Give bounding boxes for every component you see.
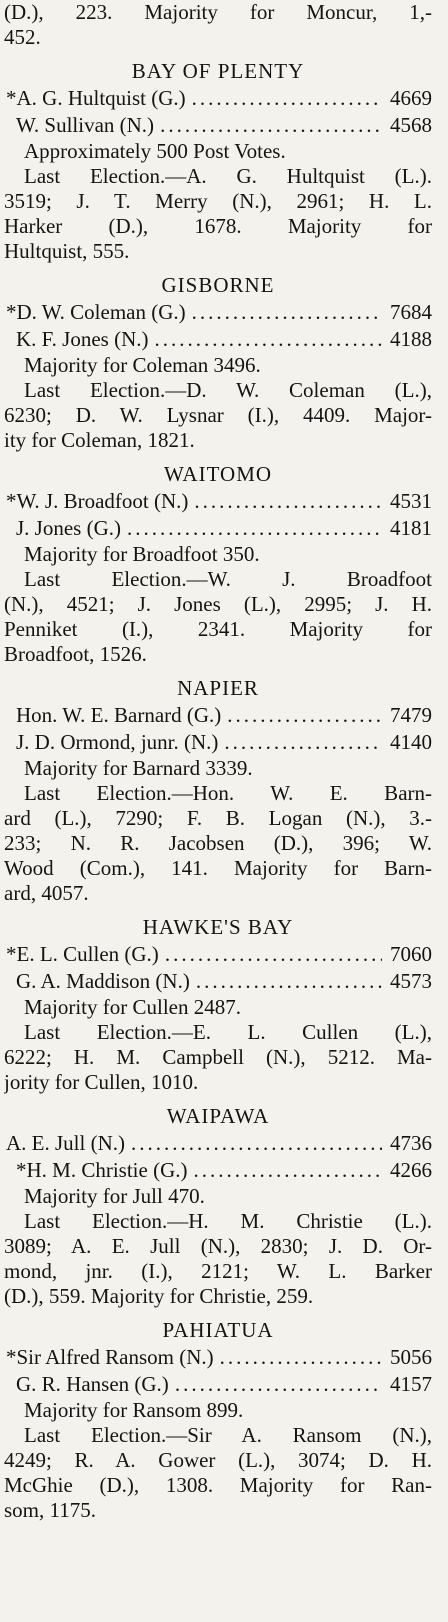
majority-note: Majority for Barnard 3339. <box>24 756 253 780</box>
vote-count: 4181 <box>390 516 432 540</box>
candidate-row <box>4 112 432 139</box>
dot-leader <box>227 702 382 729</box>
candidate-row <box>4 488 432 515</box>
candidate-name: G. R. Hansen (G.) <box>16 1372 169 1396</box>
candidate-name: *A. G. Hultquist (G.) <box>6 86 186 110</box>
last-election-paragraph <box>4 1423 432 1523</box>
electorate-heading: WAITOMO <box>163 462 273 486</box>
candidate-name: G. A. Maddison (N.) <box>16 969 190 993</box>
vote-count: 4573 <box>390 969 432 993</box>
candidate-name: J. Jones (G.) <box>16 516 121 540</box>
text-line: 452. <box>4 25 41 49</box>
electorate-heading: BAY OF PLENTY <box>131 59 305 83</box>
vote-count: 5056 <box>390 1345 432 1369</box>
majority-note: Majority for Jull 470. <box>24 1184 205 1208</box>
candidate-name: *E. L. Cullen (G.) <box>6 942 159 966</box>
electorate-results <box>4 58 432 1523</box>
electorate-section <box>4 461 432 667</box>
vote-count: 7684 <box>390 300 432 324</box>
candidate-row <box>4 1344 432 1371</box>
text-line: 4249; R. A. Gower (L.), 3074; D. H. <box>4 1448 432 1472</box>
vote-count: 4568 <box>390 113 432 137</box>
vote-count: 4188 <box>390 327 432 351</box>
candidate-name: Hon. W. E. Barnard (G.) <box>16 703 222 727</box>
text-line: mond, jnr. (I.), 2121; W. L. Barker <box>4 1259 432 1283</box>
electorate-section <box>4 1317 432 1523</box>
dot-leader <box>194 1157 383 1184</box>
candidate-name: K. F. Jones (N.) <box>16 327 149 351</box>
candidate-name: J. D. Ormond, junr. (N.) <box>16 730 219 754</box>
dot-leader <box>194 488 382 515</box>
electorate-section <box>4 675 432 906</box>
text-line: Penniket (I.), 2341. Majority for <box>4 617 432 641</box>
candidate-row <box>4 326 432 353</box>
text-line: ity for Coleman, 1821. <box>4 428 195 452</box>
text-line: (D.), 223. Majority for Moncur, 1,- <box>4 0 432 24</box>
text-line: 3519; J. T. Merry (N.), 2961; H. L. <box>4 189 432 213</box>
dot-leader <box>165 941 382 968</box>
dot-leader <box>175 1371 382 1398</box>
majority-note: Approximately 500 Post Votes. <box>24 139 286 163</box>
last-election-paragraph <box>4 781 432 906</box>
candidate-row <box>4 1371 432 1398</box>
last-election-paragraph <box>4 1020 432 1095</box>
text-line: ard (L.), 7290; F. B. Logan (N.), 3.- <box>4 806 432 830</box>
text-line: Last Election.—H. M. Christie (L.). <box>24 1209 432 1233</box>
dot-leader <box>160 112 382 139</box>
candidate-name: A. E. Jull (N.) <box>6 1131 125 1155</box>
dot-leader <box>131 1130 382 1157</box>
dot-leader <box>192 299 382 326</box>
text-line: Hultquist, 555. <box>4 239 130 263</box>
vote-count: 4531 <box>390 489 432 513</box>
candidate-row <box>4 702 432 729</box>
last-election-paragraph <box>4 378 432 453</box>
dot-leader <box>224 729 382 756</box>
last-election-paragraph <box>4 567 432 667</box>
top-continuation <box>4 0 432 50</box>
dot-leader <box>127 515 382 542</box>
text-line: (D.), 559. Majority for Christie, 259. <box>4 1284 314 1308</box>
vote-count: 4736 <box>390 1131 432 1155</box>
vote-count: 4157 <box>390 1372 432 1396</box>
vote-count: 7060 <box>390 942 432 966</box>
vote-count: 4140 <box>390 730 432 754</box>
last-election-paragraph <box>4 1209 432 1309</box>
last-election-paragraph <box>4 164 432 264</box>
electorate-heading: PAHIATUA <box>162 1318 274 1342</box>
electorate-heading: GISBORNE <box>161 273 275 297</box>
text-line: 233; N. R. Jacobsen (D.), 396; W. <box>4 831 432 855</box>
text-line: Last Election.—D. W. Coleman (L.), <box>24 378 432 402</box>
candidate-row <box>4 85 432 112</box>
majority-note: Majority for Cullen 2487. <box>24 995 241 1019</box>
vote-count: 4669 <box>390 86 432 110</box>
text-line: Broadfoot, 1526. <box>4 642 147 666</box>
majority-note: Majority for Ransom 899. <box>24 1398 244 1422</box>
candidate-name: *Sir Alfred Ransom (N.) <box>6 1345 214 1369</box>
electorate-heading: HAWKE'S BAY <box>142 915 294 939</box>
text-line: Last Election.—Hon. W. E. Barn- <box>24 781 432 805</box>
text-line: jority for Cullen, 1010. <box>4 1070 199 1094</box>
electorate-heading: NAPIER <box>177 676 259 700</box>
vote-count: 4266 <box>390 1158 432 1182</box>
candidate-row <box>4 1130 432 1157</box>
candidate-row <box>4 729 432 756</box>
dot-leader <box>220 1344 382 1371</box>
electorate-heading: WAIPAWA <box>166 1104 270 1128</box>
dot-leader <box>196 968 382 995</box>
candidate-row <box>4 515 432 542</box>
text-line: Last Election.—E. L. Cullen (L.), <box>24 1020 432 1044</box>
text-line: Last Election.—W. J. Broadfoot <box>24 567 432 591</box>
candidate-name: *W. J. Broadfoot (N.) <box>6 489 189 513</box>
candidate-name: *H. M. Christie (G.) <box>16 1158 188 1182</box>
text-line: Harker (D.), 1678. Majority for <box>4 214 432 238</box>
text-line: 6222; H. M. Campbell (N.), 5212. Ma- <box>4 1045 432 1069</box>
text-line: 3089; A. E. Jull (N.), 2830; J. D. Or- <box>4 1234 432 1258</box>
text-line: Last Election.—Sir A. Ransom (N.), <box>24 1423 432 1447</box>
text-line: 6230; D. W. Lysnar (I.), 4409. Major- <box>4 403 432 427</box>
candidate-row <box>4 941 432 968</box>
candidate-row <box>4 299 432 326</box>
candidate-name: W. Sullivan (N.) <box>16 113 155 137</box>
majority-note: Majority for Broadfoot 350. <box>24 542 260 566</box>
text-line: som, 1175. <box>4 1498 96 1522</box>
dot-leader <box>192 85 382 112</box>
electorate-section <box>4 272 432 453</box>
text-line: Wood (Com.), 141. Majority for Barn- <box>4 856 432 880</box>
dot-leader <box>154 326 382 353</box>
vote-count: 7479 <box>390 703 432 727</box>
electorate-section <box>4 1103 432 1309</box>
text-line: (N.), 4521; J. Jones (L.), 2995; J. H. <box>4 592 432 616</box>
electorate-section <box>4 914 432 1095</box>
text-line: ard, 4057. <box>4 881 89 905</box>
text-line: Last Election.—A. G. Hultquist (L.). <box>24 164 432 188</box>
candidate-row <box>4 968 432 995</box>
electorate-section <box>4 58 432 264</box>
majority-note: Majority for Coleman 3496. <box>24 353 261 377</box>
candidate-name: *D. W. Coleman (G.) <box>6 300 186 324</box>
text-line: McGhie (D.), 1308. Majority for Ran- <box>4 1473 432 1497</box>
candidate-row <box>4 1157 432 1184</box>
